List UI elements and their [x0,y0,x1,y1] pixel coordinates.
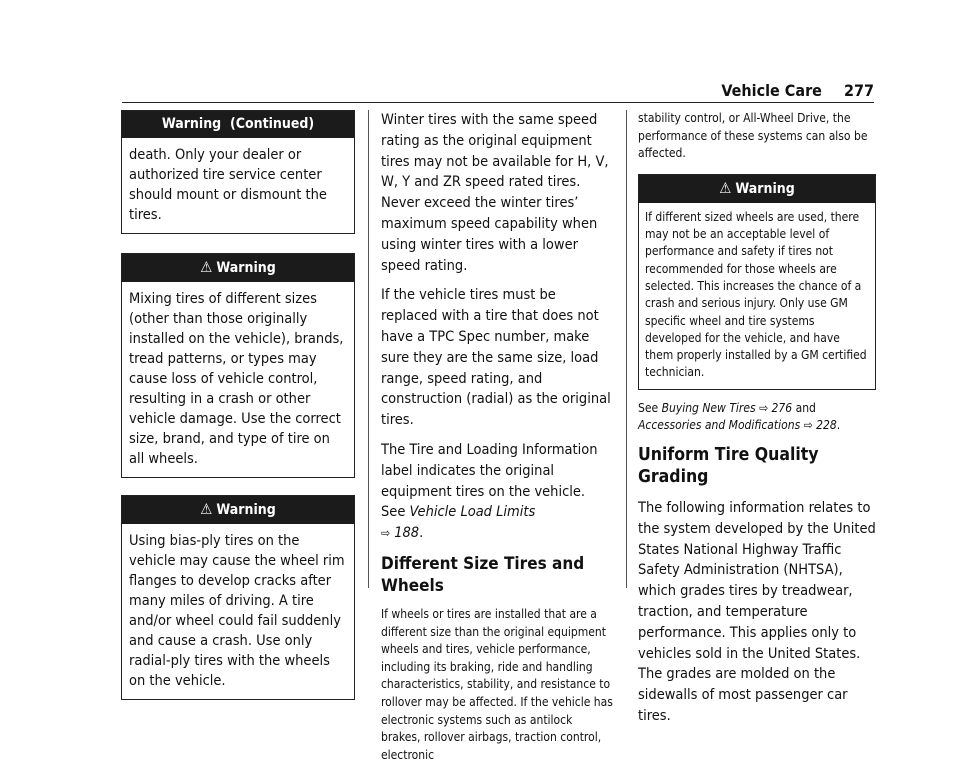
warning-triangle-icon: ⚠ [719,178,732,197]
warning-title: Warning [216,260,276,276]
column-2 [381,110,613,773]
warning-body: Mixing tires of different sizes (other than those originally installed on the vehicle), brands, tread patterns, or types may cause loss of vehicle control, resulting in a crash or other vehicle damage. Use the correct size, brand, and type of tire on all wheels. [129,291,344,467]
paragraph-tpc-spec: If the vehicle tires must be replaced with a tire that does not have a TPC Spec number, make sure they are the same size, load range, speed rating, and construction (radial) as the original tires. [381,287,611,429]
warning-box-different-wheels [638,174,876,390]
page-header [122,80,874,103]
page-ref-arrow-icon: ⇨ [803,418,813,433]
page-number: 277 [843,81,874,100]
paragraph-different-size: If wheels or tires are installed that are a different size than the original equipment wheels and tires, vehicle performance, including its braking, ride and handling characteristics, stability, and resistance to rollover may be affected. If the vehicle has electronic systems such as antilock brakes, rollover airbags, traction control, electronic [381,606,613,762]
warning-triangle-icon: ⚠ [200,500,213,518]
warning-continued-box [121,110,355,234]
warning-box-bias-ply [121,495,355,700]
warning-title: Warning [735,180,795,197]
warning-triangle-icon: ⚠ [200,258,213,276]
column-divider [368,110,369,588]
column-1 [121,110,355,700]
paragraph-utqg: The following information relates to the system developed by the United States National Highway Traffic Safety Administration (NHTSA), which grades tires by treadwear, traction, and temperature performance. This applies only to vehicles sold in the United States. The grades are molded on the sidewalls of most passenger car tires. [638,499,876,724]
column-3 [638,110,876,736]
page-reference[interactable]: 276 [771,400,793,415]
warning-body: If different sized wheels are used, there may not be an acceptable level of performance and safety if tires not recommended for those wheels are selected. This increases the chance of a crash and serious injury. Only use GM specific wheel and tire systems developed for the vehicle, and have them properly installed by a GM certified technician. [645,209,867,380]
section-heading: Uniform Tire Quality Grading [638,444,819,487]
page-reference[interactable]: 188 [394,525,420,542]
warning-header [122,496,354,524]
warning-title: Warning [216,502,276,518]
page-reference[interactable]: 228 [816,418,837,433]
warning-header [122,111,354,138]
warning-body: death. Only your dealer or authorized tire service center should mount or dismount the tires. [129,147,327,223]
cross-reference-link[interactable]: Accessories and Modifications [638,418,801,433]
warning-box-mixing-tires [121,253,355,478]
warning-header [639,175,875,203]
paragraph-loading-label: The Tire and Loading Information label indicates the original equipment tires on the vehicle. See Vehicle Load Limits ⇨ 188. [381,441,598,542]
warning-header [122,254,354,282]
paragraph-winter-tires: Winter tires with the same speed rating as the original equipment tires may not be available for H, V, W, Y and ZR speed rated tires. Never exceed the winter tires’ maximum speed capability when using winter tires with a lower speed rating. [381,112,609,274]
section-title: Vehicle Care [721,81,822,100]
section-heading: Different Size Tires and Wheels [381,553,585,596]
cross-reference-link[interactable]: Vehicle Load Limits [409,504,536,521]
cross-reference-link[interactable]: Buying New Tires [661,400,756,415]
paragraph-continued: stability control, or All-Wheel Drive, the performance of these systems can also be affected. [638,111,868,161]
column-divider [626,110,627,588]
warning-body: Using bias-ply tires on the vehicle may cause the wheel rim flanges to develop cracks after many miles of driving. A tire and/or wheel could fail suddenly and cause a crash. Use only radial-ply tires with the wheels on the vehicle. [129,533,345,689]
page-ref-arrow-icon: ⇨ [381,526,391,541]
paragraph-see-also: See Buying New Tires ⇨ 276 and Accessories and Modifications ⇨ 228. [638,400,841,433]
page-ref-arrow-icon: ⇨ [759,400,769,415]
warning-title: Warning (Continued) [161,116,315,132]
